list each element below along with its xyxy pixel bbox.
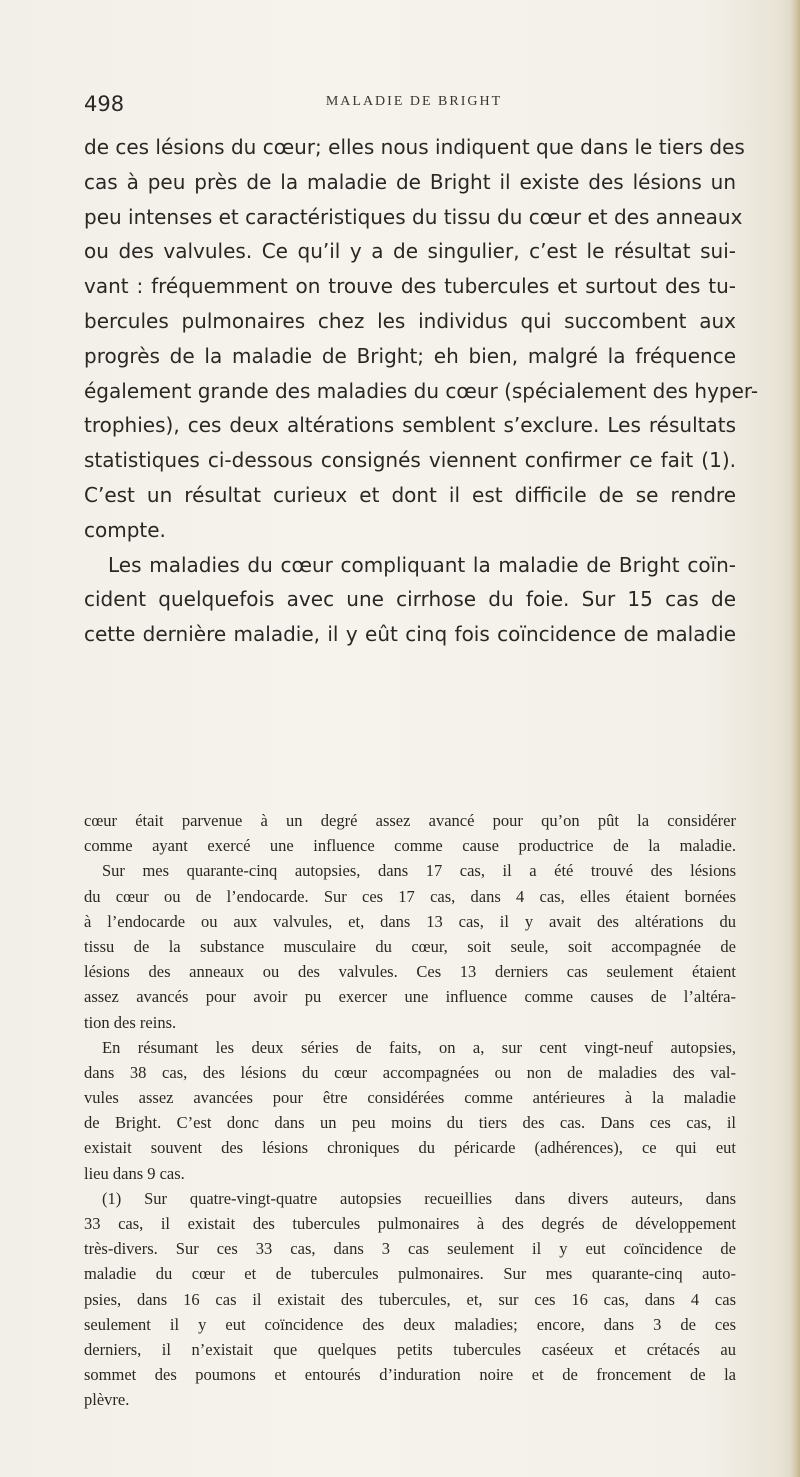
footnote-line: Sur mes quarante-cinq autopsies, dans 17 cas, il a été trouvé des lésions [102, 861, 736, 881]
text-line: bercules pulmonaires chez les individus qui succombent aux [84, 308, 736, 333]
footnote-line: très-divers. Sur ces 33 cas, dans 3 cas seulement il y eut coïncidence de [84, 1239, 736, 1259]
footnote-line: dans 38 cas, des lésions du cœur accompagnées ou non de maladies des val- [84, 1062, 736, 1082]
page-number: 498 [84, 92, 125, 116]
footnote-line: derniers, il n’existait que quelques petits tubercules caséeux et crétacés au [84, 1339, 736, 1359]
text-line: C’est un résultat curieux et dont il est difficile de se rendre [84, 482, 736, 507]
text-line: vant : fréquemment on trouve des tubercules et surtout des tu- [84, 274, 736, 299]
footnote-line: du cœur ou de l’endocarde. Sur ces 17 cas, dans 4 cas, elles étaient bornées [84, 886, 736, 906]
footnote-line: assez avancés pour avoir pu exercer une influence comme causes de l’altéra- [84, 987, 736, 1007]
footnote-line: psies, dans 16 cas il existait des tubercules, et, sur ces 16 cas, dans 4 cas [84, 1289, 736, 1309]
page-header [84, 92, 744, 122]
footnote-line: maladie du cœur et de tubercules pulmonaires. Sur mes quarante-cinq auto- [84, 1264, 736, 1284]
page-edge-shadow [790, 0, 800, 1477]
footnote-line: En résumant les deux séries de faits, on a, sur cent vingt-neuf autopsies, [102, 1037, 736, 1057]
footnote-line: tissu de la substance musculaire du cœur, soit seule, soit accompagnée de [84, 936, 736, 956]
footnote-line: comme ayant exercé une influence comme cause productrice de la maladie. [84, 836, 736, 856]
main-text [84, 130, 759, 652]
footnote-line: sommet des poumons et entourés d’induration noire et de froncement de la [84, 1365, 736, 1385]
text-line: cident quelquefois avec une cirrhose du foie. Sur 15 cas de [84, 587, 736, 612]
footnote-line: plèvre. [84, 1390, 130, 1410]
footnote-line: existait souvent des lésions chroniques du péricarde (adhérences), ce qui eut [84, 1138, 736, 1158]
footnote-line: vules assez avancées pour être considérées comme antérieures à la maladie [84, 1088, 736, 1108]
text-line: compte. [84, 517, 166, 542]
running-title: MALADIE DE BRIGHT [325, 94, 503, 109]
text-line: également grande des maladies du cœur (spécialement des hyper- [84, 378, 759, 403]
footnote-line: lésions des anneaux ou des valvules. Ces 13 derniers cas seulement étaient [84, 962, 736, 982]
text-line: statistiques ci-dessous consignés viennent confirmer ce fait (1). [84, 448, 736, 473]
text-line: trophies), ces deux altérations semblent s’exclure. Les résultats [84, 413, 736, 438]
text-line: cas à peu près de la maladie de Bright il existe des lésions un [84, 169, 736, 194]
text-line: de ces lésions du cœur; elles nous indiquent que dans le tiers des [84, 135, 745, 159]
footnotes [84, 808, 736, 1413]
text-line: Les maladies du cœur compliquant la maladie de Bright coïn- [108, 552, 736, 577]
text-line: peu intenses et caractéristiques du tissu du cœur et des anneaux [84, 204, 743, 229]
footnote-line: de Bright. C’est donc dans un peu moins du tiers des cas. Dans ces cas, il [84, 1113, 736, 1133]
text-line: progrès de la maladie de Bright; eh bien, malgré la fréquence [84, 343, 736, 368]
footnote-line: tion des reins. [84, 1012, 177, 1032]
footnote-line: 33 cas, il existait des tubercules pulmonaires à des degrés de développement [84, 1214, 736, 1233]
footnote-line: (1) Sur quatre-vingt-quatre autopsies recueillies dans divers auteurs, dans [102, 1188, 736, 1208]
footnote-line: lieu dans 9 cas. [84, 1163, 185, 1183]
footnote-line: cœur était parvenue à un degré assez avancé pour qu’on pût la considérer [84, 811, 736, 830]
footnote-line: à l’endocarde ou aux valvules, et, dans 13 cas, il y avait des altérations du [84, 911, 736, 931]
footnote-line: seulement il y eut coïncidence des deux maladies; encore, dans 3 de ces [84, 1314, 736, 1334]
text-line: ou des valvules. Ce qu’il y a de singulier, c’est le résultat sui- [84, 239, 736, 264]
text-line: cette dernière maladie, il y eût cinq fois coïncidence de maladie [84, 622, 736, 647]
